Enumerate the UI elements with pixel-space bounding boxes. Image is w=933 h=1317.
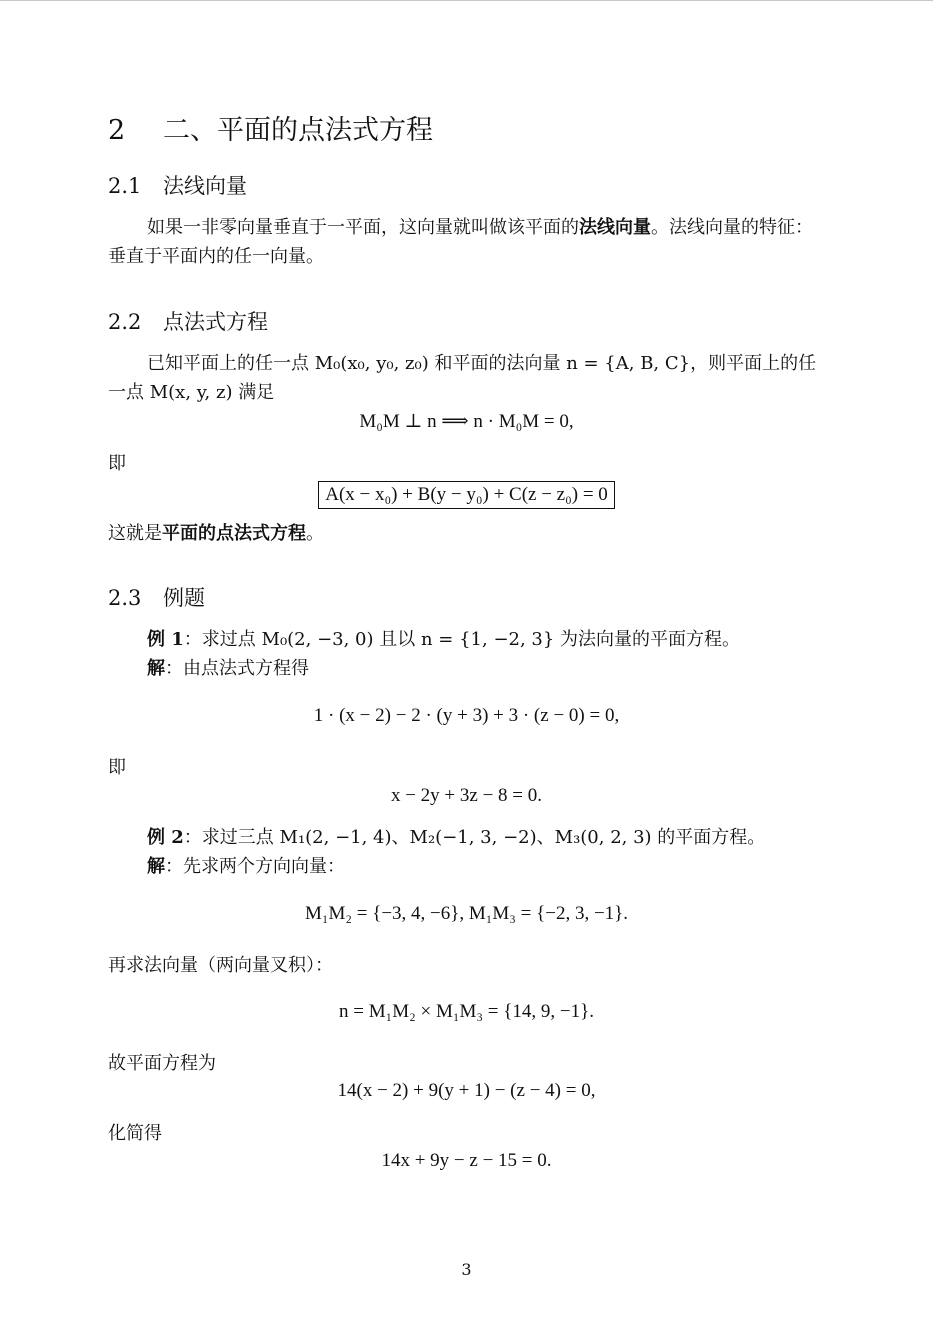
text-span: ：求过点 M₀(2, −3, 0) 且以 n = {1, −2, 3} 为法向量的平面方程。 (183, 629, 741, 650)
text-span: 这就是 (108, 523, 162, 544)
bold-term: 法线向量 (579, 217, 651, 238)
boxed-equation-row (0, 481, 933, 509)
paragraph-line: 垂直于平面内的任一向量。 (108, 246, 324, 267)
paragraph-line: 一点 M(x, y, z) 满足 (108, 382, 275, 403)
page-number: 3 (461, 1260, 472, 1279)
paragraph-line (147, 213, 813, 242)
paragraph-line (108, 519, 324, 548)
section-number: 2 (108, 115, 126, 146)
bold-term: 平面的点法式方程 (162, 523, 306, 544)
paragraph-line: 故平面方程为 (108, 1053, 216, 1074)
paragraph-line: 化简得 (108, 1123, 162, 1144)
example-label: 例 2 (147, 827, 184, 848)
display-equation: 14(x − 2) + 9(y + 1) − (z − 4) = 0, (337, 1080, 596, 1101)
boxed-equation: A(x − x₀) + B(y − y₀) + C(z − z₀) = 0 (318, 481, 615, 509)
subsection-number: 2.3 (108, 586, 142, 610)
display-equation: M₁M₂ = {−3, 4, −6}, M₁M₃ = {−2, 3, −1}. (304, 903, 629, 924)
display-equation: 14x + 9y − z − 15 = 0. (381, 1150, 552, 1171)
example-label: 例 1 (147, 629, 184, 650)
paragraph-line: 已知平面上的任一点 M₀(x₀, y₀, z₀) 和平面的法向量 n = {A, B, C}，则平面上的任 (147, 353, 817, 374)
subsection-2-1-heading (108, 170, 247, 200)
solution-label: 解 (147, 658, 165, 679)
paragraph-line: 即 (108, 453, 126, 474)
text-span: 如果一非零向量垂直于一平面，这向量就叫做该平面的 (147, 217, 579, 238)
subsection-2-3-heading (108, 582, 205, 612)
display-equation: x − 2y + 3z − 8 = 0. (390, 785, 543, 806)
section-title: 二、平面的点法式方程 (163, 115, 433, 146)
paragraph-line: 即 (108, 757, 126, 778)
text-span: 。法线向量的特征： (651, 217, 813, 238)
example-2 (147, 823, 765, 852)
solution-2 (147, 852, 345, 881)
subsection-title: 法线向量 (163, 174, 247, 198)
subsection-number: 2.1 (108, 174, 142, 198)
text-span: ：求过三点 M₁(2, −1, 4)、M₂(−1, 3, −2)、M₃(0, 2, 3) 的平面方程。 (183, 827, 766, 848)
text-span: ：先求两个方向向量： (165, 856, 345, 877)
section-heading (108, 108, 433, 147)
solution-1 (147, 654, 309, 683)
subsection-2-2-heading (108, 306, 268, 336)
text-span: ：由点法式方程得 (165, 658, 309, 679)
subsection-number: 2.2 (108, 310, 142, 334)
solution-label: 解 (147, 856, 165, 877)
display-equation: M₀M ⊥ n ⟹ n · M₀M = 0, (359, 411, 574, 432)
display-equation: 1 · (x − 2) − 2 · (y + 3) + 3 · (z − 0) = 0, (313, 705, 620, 726)
subsection-title: 例题 (163, 586, 205, 610)
page-top-border (0, 0, 933, 1)
example-1 (147, 625, 740, 654)
text-span: 。 (306, 523, 324, 544)
subsection-title: 点法式方程 (163, 310, 268, 334)
display-equation: n = M₁M₂ × M₁M₃ = {14, 9, −1}. (339, 1001, 594, 1022)
paragraph-line: 再求法向量（两向量叉积）： (108, 955, 333, 976)
